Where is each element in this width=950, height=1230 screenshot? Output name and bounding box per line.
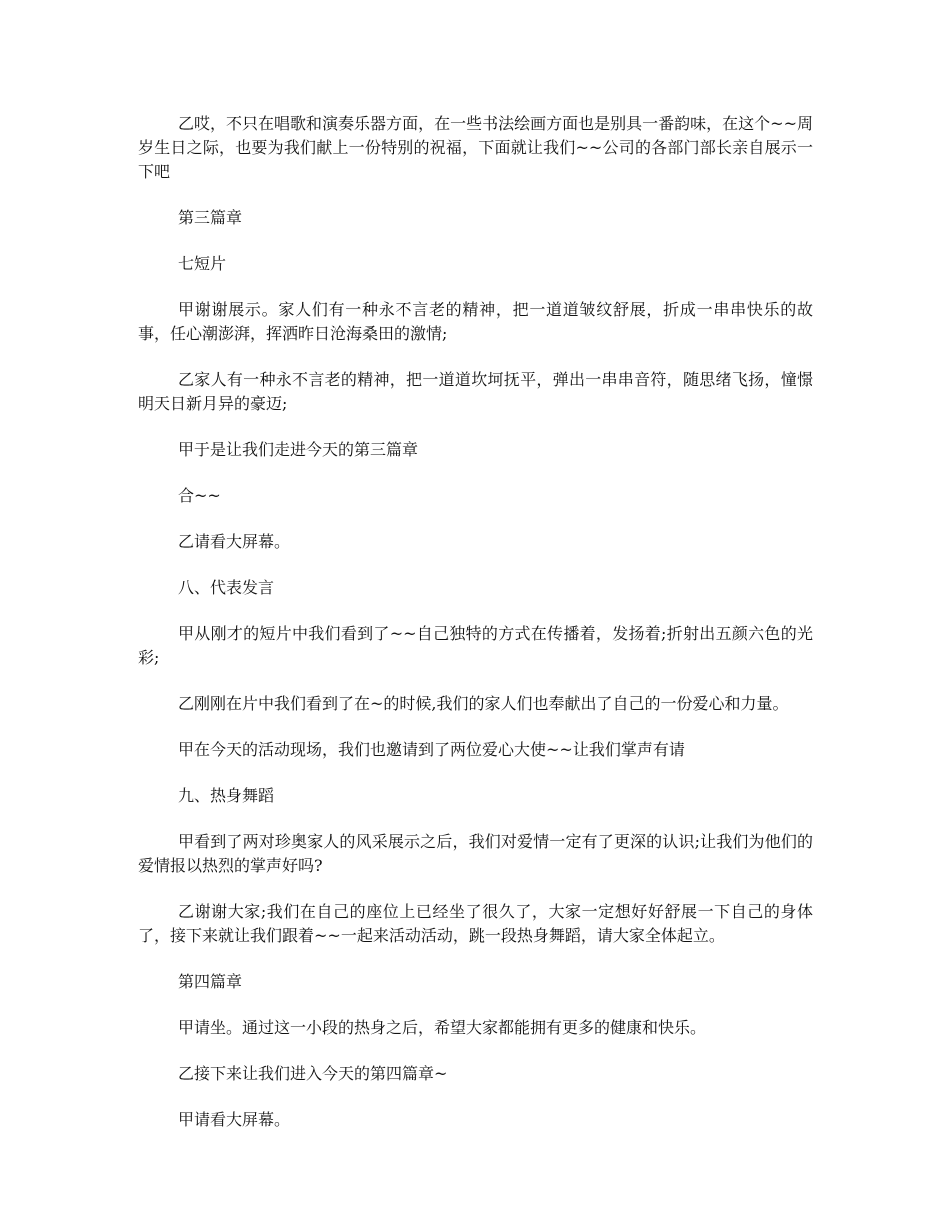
program-item: 七短片 — [178, 254, 227, 273]
paragraph: 甲谢谢展示。家人们有一种永不言老的精神，把一道道皱纹舒展，折成一串串快乐的故事，任心潮澎湃，挥洒昨日沧海桑田的激情; — [138, 300, 813, 343]
paragraph: 乙哎，不只在唱歌和演奏乐器方面，在一些书法绘画方面也是别具一番韵味，在这个~~周岁生日之际，也要为我们献上一份特别的祝福，下面就让我们~~公司的各部门部长亲自展示一下吧 — [138, 114, 813, 181]
program-item: 九、热身舞蹈 — [178, 786, 275, 805]
paragraph: 乙请看大屏幕。 — [178, 532, 291, 551]
program-item: 八、代表发言 — [178, 578, 275, 597]
paragraph: 甲请坐。通过这一小段的热身之后，希望大家都能拥有更多的健康和快乐。 — [178, 1018, 707, 1037]
paragraph: 甲在今天的活动现场，我们也邀请到了两位爱心大使~~让我们掌声有请 — [178, 740, 685, 759]
paragraph: 甲从刚才的短片中我们看到了~~自己独特的方式在传播着，发扬着;折射出五颜六色的光彩; — [138, 624, 813, 667]
paragraph: 合~~ — [178, 486, 221, 505]
paragraph: 乙谢谢大家;我们在自己的座位上已经坐了很久了，大家一定想好好舒展一下自己的身体了，接下来就让我们跟着~~一起来活动活动，跳一段热身舞蹈，请大家全体起立。 — [138, 902, 813, 945]
paragraph: 甲看到了两对珍奥家人的风采展示之后，我们对爱情一定有了更深的认识;让我们为他们的爱情报以热烈的掌声好吗? — [138, 832, 813, 875]
paragraph: 乙刚刚在片中我们看到了在~的时候,我们的家人们也奉献出了自己的一份爱心和力量。 — [178, 694, 789, 713]
paragraph: 乙家人有一种永不言老的精神，把一道道坎坷抚平，弹出一串串音符，随思绪飞扬，憧憬明天日新月异的豪迈; — [138, 370, 813, 413]
paragraph: 甲请看大屏幕。 — [178, 1110, 291, 1129]
document-page — [138, 112, 813, 1132]
paragraph: 甲于是让我们走进今天的第三篇章 — [178, 440, 419, 459]
section-heading: 第三篇章 — [178, 208, 243, 227]
section-heading: 第四篇章 — [178, 972, 243, 991]
paragraph: 乙接下来让我们进入今天的第四篇章~ — [178, 1064, 448, 1083]
